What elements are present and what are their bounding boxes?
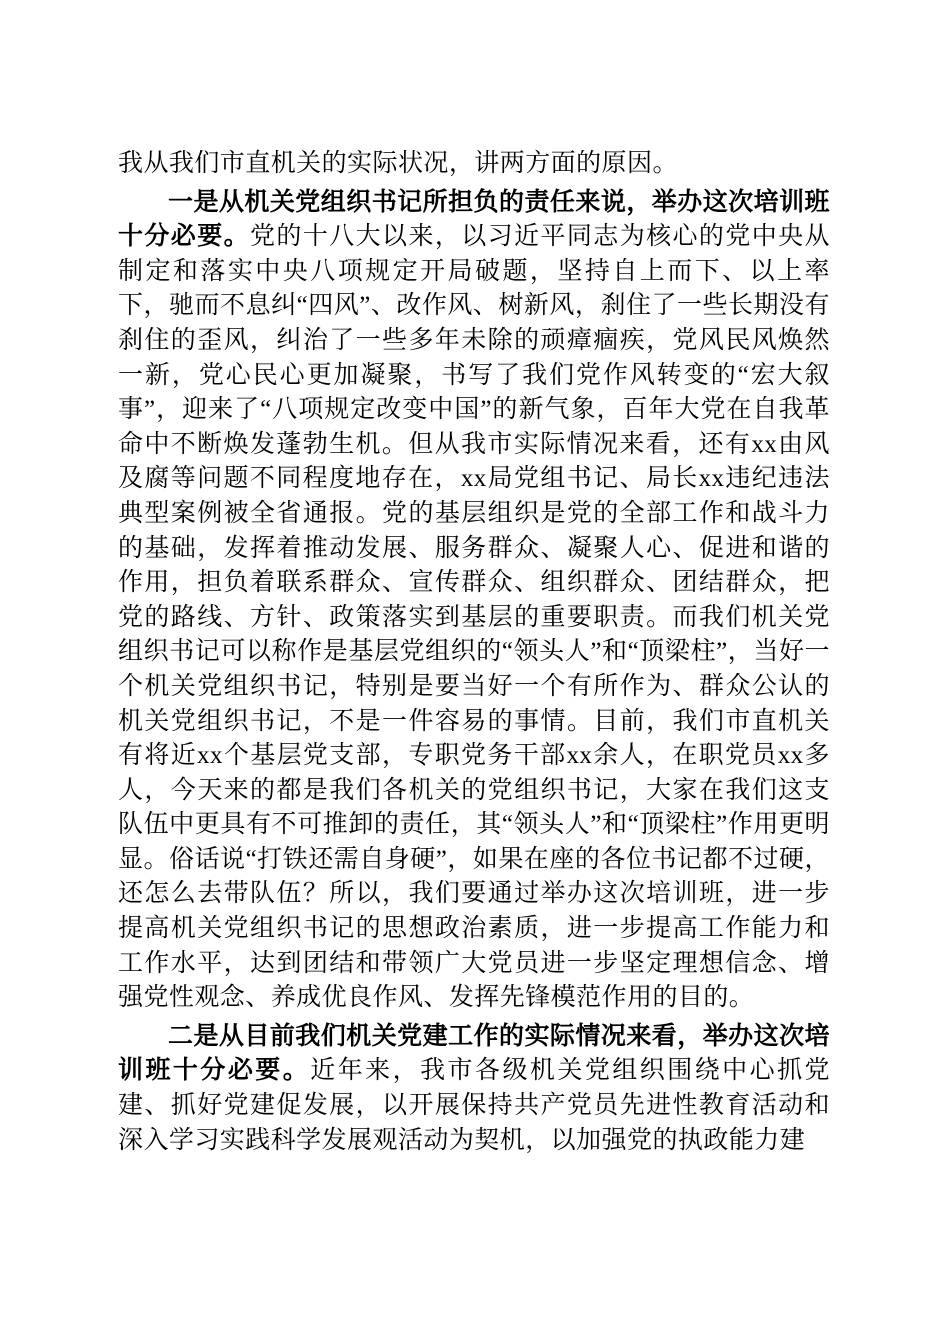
paragraph-continuation bbox=[118, 147, 830, 182]
paragraph-point-one bbox=[118, 186, 830, 1016]
paragraph-lead-bold: 一是从机关党组织书记所担负的责任来说，举办这次培训班十分必要。 bbox=[118, 188, 830, 251]
paragraph-point-two bbox=[118, 1020, 830, 1158]
paragraph-lead-bold: 二是从目前我们机关党建工作的实际情况来看，举办这次培训班十分必要。 bbox=[118, 1022, 830, 1085]
paragraph-text: 我从我们市直机关的实际状况，讲两方面的原因。 bbox=[118, 150, 678, 177]
paragraph-text: 党的十八大以来，以习近平同志为核心的党中央从制定和落实中央八项规定开局破题，坚持自上而下、以上率下，驰而不息纠“四风”、改作风、树新风，刹住了一些长期没有刹住的歪风，纠治了一些多年未除的顽瘴痼疾，党风民风焕然一新，党心民心更加凝聚，书写了我们党作风转变的“宏大叙事”，迎来了“八项规定改变中国”的新气象，百年大党在自我革命中不断焕发蓬勃生机。但从我市实际情况来看，还有xx由风及腐等问题不同程度地存在，xx局党组书记、局长xx违纪违法典型案例被全省通报。党的基层组织是党的全部工作和战斗力的基础，发挥着推动发展、服务群众、凝聚人心、促进和谐的作用，担负着联系群众、宣传群众、组织群众、团结群众，把党的路线、方针、政策落实到基层的重要职责。而我们机关党组织书记可以称作是基层党组织的“领头人”和“顶梁柱”，当好一个机关党组织书记，特别是要当好一个有所作为、群众公认的机关党组织书记，不是一件容易的事情。目前，我们市直机关有将近xx个基层党支部，专职党务干部xx余人，在职党员xx多人，今天来的都是我们各机关的党组织书记，大家在我们这支队伍中更具有不可推卸的责任，其“领头人”和“顶梁柱”作用更明显。俗话说“打铁还需自身硬”，如果在座的各位书记都不过硬，还怎么去带队伍？所以，我们要通过举办这次培训班，进一步提高机关党组织书记的思想政治素质，进一步提高工作能力和工作水平，达到团结和带领广大党员进一步坚定理想信念、增强党性观念、养成优良作风、发挥先锋模范作用的目的。 bbox=[118, 223, 830, 1012]
paragraph-text: 近年来，我市各级机关党组织围绕中心抓党建、抓好党建促发展，以开展保持共产党员先进性教育活动和深入学习实践科学发展观活动为契机，以加强党的执政能力建 bbox=[118, 1057, 830, 1154]
document-body bbox=[118, 147, 830, 1162]
